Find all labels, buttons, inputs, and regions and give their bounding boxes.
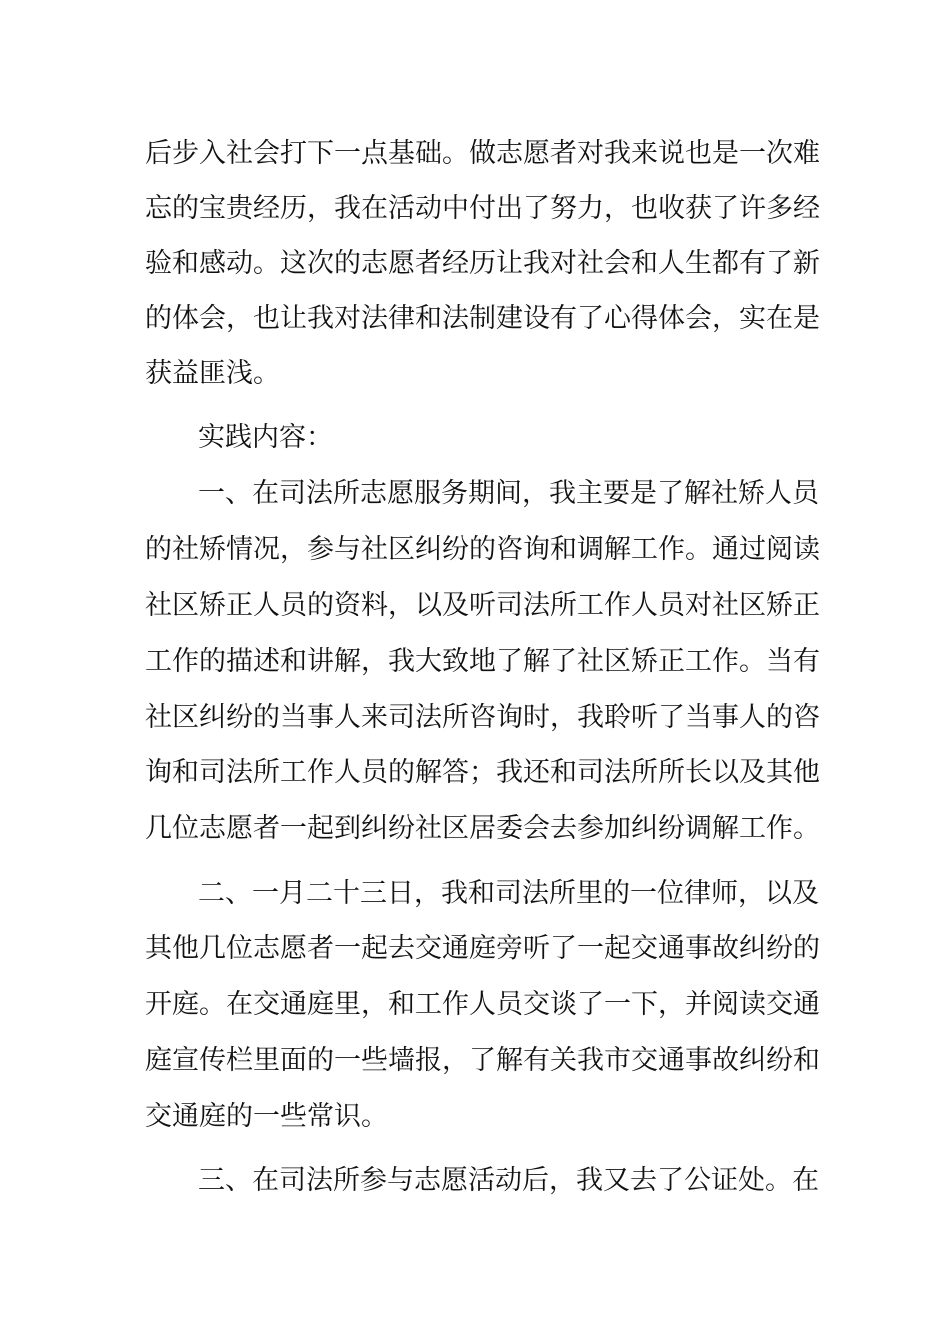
text-line: 询和司法所工作人员的解答；我还和司法所所长以及其他 — [145, 757, 820, 788]
text-line: 庭宣传栏里面的一些墙报，了解有关我市交通事故纠纷和 — [145, 1045, 820, 1076]
text-line: 一、在司法所志愿服务期间，我主要是了解社矫人员 — [198, 478, 819, 509]
text-line: 社区矫正人员的资料，以及听司法所工作人员对社区矫正 — [145, 590, 820, 621]
text-line: 几位志愿者一起到纠纷社区居委会去参加纠纷调解工作。 — [145, 813, 820, 844]
text-line: 工作的描述和讲解，我大致地了解了社区矫正工作。当有 — [145, 646, 820, 677]
text-line: 二、一月二十三日，我和司法所里的一位律师，以及 — [198, 878, 819, 909]
text-line: 社区纠纷的当事人来司法所咨询时，我聆听了当事人的咨 — [145, 702, 820, 733]
text-line: 交通庭的一些常识。 — [145, 1101, 388, 1132]
text-line: 验和感动。这次的志愿者经历让我对社会和人生都有了新 — [145, 248, 820, 279]
text-line: 获益匪浅。 — [145, 358, 280, 389]
text-line: 三、在司法所参与志愿活动后，我又去了公证处。在 — [198, 1165, 819, 1196]
text-line: 忘的宝贵经历，我在活动中付出了努力，也收获了许多经 — [145, 193, 820, 224]
text-line: 开庭。在交通庭里，和工作人员交谈了一下，并阅读交通 — [145, 989, 820, 1020]
text-line: 的社矫情况，参与社区纠纷的咨询和调解工作。通过阅读 — [145, 534, 820, 565]
text-line: 其他几位志愿者一起去交通庭旁听了一起交通事故纠纷的 — [145, 933, 820, 964]
text-line: 后步入社会打下一点基础。做志愿者对我来说也是一次难 — [145, 138, 820, 169]
text-line: 的体会，也让我对法律和法制建设有了心得体会，实在是 — [145, 303, 820, 334]
section-heading: 实践内容： — [198, 422, 333, 453]
